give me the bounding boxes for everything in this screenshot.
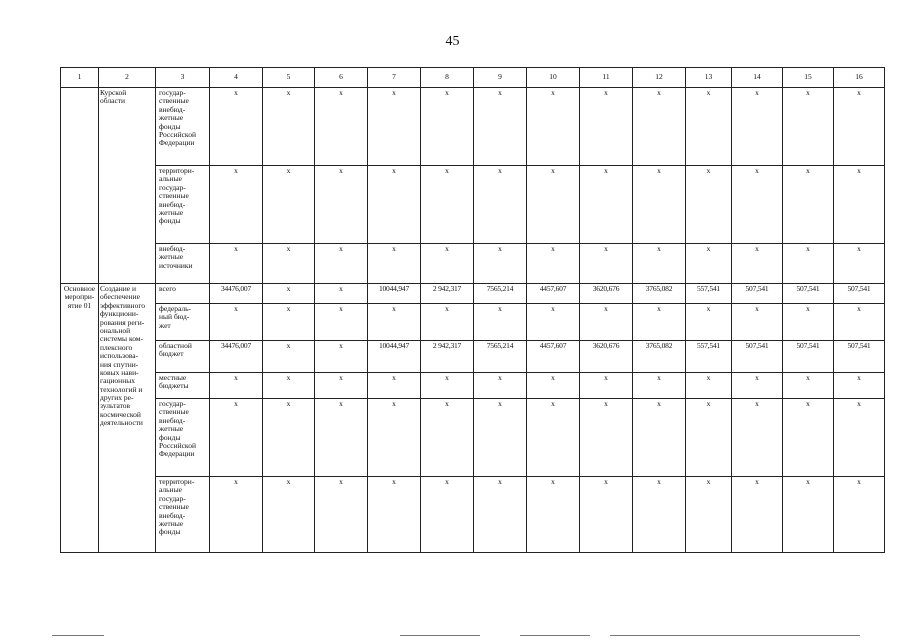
value-cell: x — [834, 304, 885, 341]
column-number: 1 — [61, 68, 99, 88]
value-cell: x — [834, 399, 885, 477]
value-cell: x — [783, 399, 834, 477]
value-cell: x — [834, 88, 885, 166]
value-cell: x — [210, 88, 263, 166]
table-row — [61, 477, 885, 553]
value-cell: x — [474, 373, 527, 399]
value-cell: x — [210, 373, 263, 399]
value-cell: x — [474, 166, 527, 244]
value-cell: x — [315, 244, 368, 284]
value-cell: x — [263, 373, 315, 399]
value-cell: x — [633, 244, 686, 284]
value-cell: 7565,214 — [474, 284, 527, 304]
value-cell: x — [263, 341, 315, 373]
value-cell: 4457,607 — [527, 341, 580, 373]
value-cell: x — [633, 373, 686, 399]
table-row — [61, 284, 885, 304]
measure-name: Создание и обеспечение эффективного функциони- рования реги- ональной системы ком- плексного использова- ния спутни- ковых нави- гационных технологий и других ре- зультатов космической деятельности — [99, 284, 156, 553]
value-cell: x — [686, 304, 732, 341]
value-cell: 34476,007 — [210, 284, 263, 304]
value-cell: x — [315, 341, 368, 373]
value-cell: x — [474, 88, 527, 166]
value-cell: x — [421, 244, 474, 284]
value-cell: x — [834, 166, 885, 244]
value-cell: x — [263, 244, 315, 284]
table-row — [61, 244, 885, 284]
value-cell: x — [580, 88, 633, 166]
value-cell: x — [210, 477, 263, 553]
value-cell: x — [580, 477, 633, 553]
value-cell: x — [315, 399, 368, 477]
value-cell: x — [783, 373, 834, 399]
value-cell: x — [474, 399, 527, 477]
value-cell: x — [732, 166, 783, 244]
value-cell: x — [421, 373, 474, 399]
value-cell: x — [686, 244, 732, 284]
column-number: 2 — [99, 68, 156, 88]
value-cell: x — [368, 373, 421, 399]
value-cell: 7565,214 — [474, 341, 527, 373]
value-cell: 557,541 — [686, 341, 732, 373]
value-cell: 507,541 — [834, 341, 885, 373]
value-cell: x — [263, 304, 315, 341]
value-cell: x — [580, 399, 633, 477]
value-cell: x — [686, 166, 732, 244]
value-cell: x — [633, 477, 686, 553]
value-cell: x — [527, 373, 580, 399]
value-cell: 507,541 — [834, 284, 885, 304]
value-cell: 10044,947 — [368, 284, 421, 304]
value-cell: x — [368, 304, 421, 341]
value-cell: x — [580, 166, 633, 244]
bottom-marks — [0, 632, 905, 640]
funding-source: территори- альные государ- ственные внебюд- жетные фонды — [156, 166, 210, 244]
value-cell: x — [315, 166, 368, 244]
column-number: 12 — [633, 68, 686, 88]
funding-source: государ- ственные внебюд- жетные фонды Российской Федерации — [156, 399, 210, 477]
category-cell — [61, 88, 99, 284]
value-cell: x — [421, 399, 474, 477]
value-cell: 3620,676 — [580, 341, 633, 373]
value-cell: x — [263, 399, 315, 477]
value-cell: x — [633, 399, 686, 477]
value-cell: x — [686, 477, 732, 553]
table-row — [61, 373, 885, 399]
column-number: 4 — [210, 68, 263, 88]
value-cell: x — [580, 244, 633, 284]
column-number: 15 — [783, 68, 834, 88]
value-cell: 2 942,317 — [421, 284, 474, 304]
value-cell: x — [210, 166, 263, 244]
value-cell: 10044,947 — [368, 341, 421, 373]
funding-source: областной бюджет — [156, 341, 210, 373]
value-cell: x — [783, 477, 834, 553]
value-cell: 4457,607 — [527, 284, 580, 304]
value-cell: x — [368, 399, 421, 477]
column-number: 10 — [527, 68, 580, 88]
value-cell: x — [210, 399, 263, 477]
value-cell: x — [732, 477, 783, 553]
value-cell: x — [421, 477, 474, 553]
value-cell: x — [527, 88, 580, 166]
value-cell: x — [527, 166, 580, 244]
table-row — [61, 166, 885, 244]
value-cell: x — [421, 304, 474, 341]
column-number: 11 — [580, 68, 633, 88]
value-cell: x — [527, 304, 580, 341]
value-cell: x — [421, 88, 474, 166]
value-cell: x — [474, 244, 527, 284]
value-cell: x — [368, 477, 421, 553]
funding-source: внебюд- жетные источники — [156, 244, 210, 284]
value-cell: 507,541 — [783, 341, 834, 373]
value-cell: 3765,082 — [633, 284, 686, 304]
value-cell: x — [263, 166, 315, 244]
value-cell: x — [527, 244, 580, 284]
value-cell: x — [527, 477, 580, 553]
table-row — [61, 88, 885, 166]
value-cell: x — [633, 166, 686, 244]
value-cell: x — [783, 304, 834, 341]
table-row — [61, 341, 885, 373]
value-cell: x — [315, 284, 368, 304]
value-cell: x — [732, 244, 783, 284]
value-cell: 507,541 — [732, 284, 783, 304]
value-cell: x — [686, 399, 732, 477]
value-cell: x — [210, 244, 263, 284]
value-cell: x — [263, 284, 315, 304]
value-cell: x — [732, 399, 783, 477]
value-cell: 557,541 — [686, 284, 732, 304]
funding-source: федераль- ный бюд- жет — [156, 304, 210, 341]
value-cell: x — [580, 304, 633, 341]
value-cell: 34476,007 — [210, 341, 263, 373]
value-cell: x — [783, 166, 834, 244]
column-number: 9 — [474, 68, 527, 88]
table-row — [61, 304, 885, 341]
column-number: 14 — [732, 68, 783, 88]
measure-name: Курской области — [99, 88, 156, 284]
value-cell: 507,541 — [732, 341, 783, 373]
value-cell: x — [783, 88, 834, 166]
value-cell: x — [368, 88, 421, 166]
table-row — [61, 399, 885, 477]
value-cell: x — [315, 304, 368, 341]
value-cell: x — [368, 244, 421, 284]
value-cell: x — [633, 304, 686, 341]
value-cell: x — [368, 166, 421, 244]
page-number: 45 — [445, 34, 460, 49]
value-cell: 3620,676 — [580, 284, 633, 304]
funding-source: территори- альные государ- ственные внебюд- жетные фонды — [156, 477, 210, 553]
value-cell: x — [732, 88, 783, 166]
value-cell: x — [834, 373, 885, 399]
column-number: 7 — [368, 68, 421, 88]
value-cell: x — [474, 477, 527, 553]
value-cell: x — [633, 88, 686, 166]
value-cell: x — [783, 244, 834, 284]
funding-source: всего — [156, 284, 210, 304]
value-cell: x — [527, 399, 580, 477]
value-cell: x — [686, 373, 732, 399]
value-cell: x — [834, 477, 885, 553]
value-cell: x — [686, 88, 732, 166]
value-cell: 2 942,317 — [421, 341, 474, 373]
value-cell: x — [263, 477, 315, 553]
value-cell: x — [834, 244, 885, 284]
value-cell: x — [732, 373, 783, 399]
value-cell: 507,541 — [783, 284, 834, 304]
header-row — [61, 68, 885, 88]
funding-source: государ- ственные внебюд- жетные фонды Российской Федерации — [156, 88, 210, 166]
value-cell: x — [580, 373, 633, 399]
value-cell: x — [263, 88, 315, 166]
value-cell: x — [421, 166, 474, 244]
column-number: 16 — [834, 68, 885, 88]
column-number: 5 — [263, 68, 315, 88]
funding-source: местные бюджеты — [156, 373, 210, 399]
value-cell: x — [315, 373, 368, 399]
category-cell: Основное меропри- ятие 01 — [61, 284, 99, 553]
value-cell: x — [210, 304, 263, 341]
column-number: 8 — [421, 68, 474, 88]
column-number: 13 — [686, 68, 732, 88]
column-number: 6 — [315, 68, 368, 88]
value-cell: 3765,082 — [633, 341, 686, 373]
column-number: 3 — [156, 68, 210, 88]
value-cell: x — [315, 477, 368, 553]
value-cell: x — [732, 304, 783, 341]
value-cell: x — [315, 88, 368, 166]
funding-table — [60, 67, 885, 553]
value-cell: x — [474, 304, 527, 341]
